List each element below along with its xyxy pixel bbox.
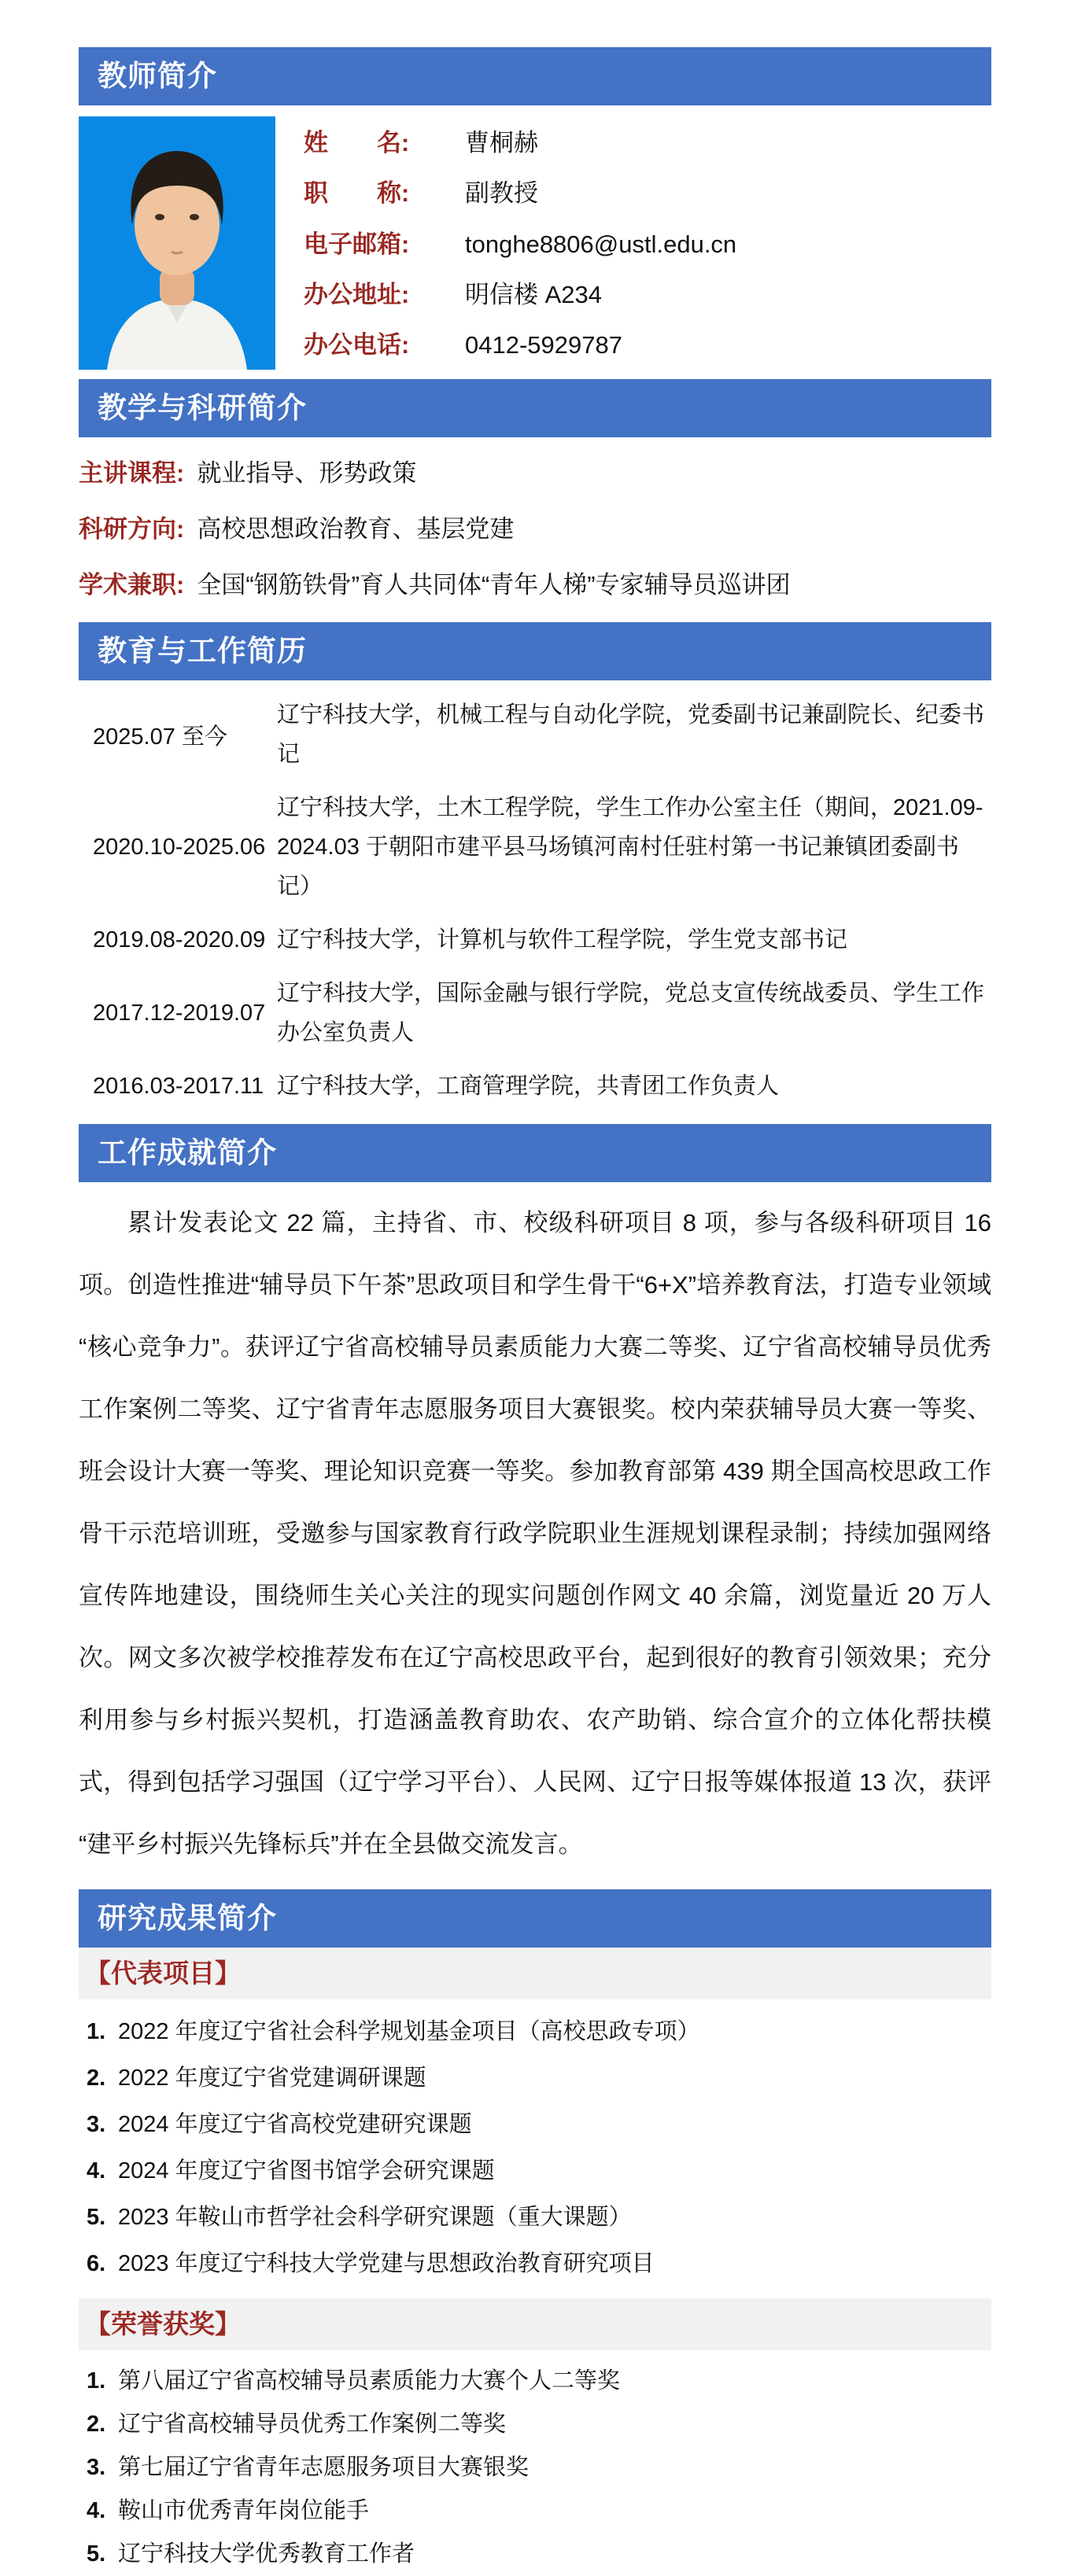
project-item bbox=[79, 2195, 991, 2241]
honors-heading: 【荣誉获奖】 bbox=[79, 2298, 991, 2350]
info-label-academic-posts: 学术兼职: bbox=[79, 571, 185, 599]
history-description: 辽宁科技大学，国际金融与银行学院，党总支宣传统战委员、学生工作办公室负责人 bbox=[277, 981, 985, 1045]
field-row-email bbox=[304, 224, 991, 260]
history-description: 辽宁科技大学，工商管理学院，共青团工作负责人 bbox=[277, 1074, 780, 1099]
section-title-teacher-intro: 教师简介 bbox=[98, 60, 217, 92]
history-row bbox=[79, 913, 991, 967]
info-line-courses bbox=[79, 445, 991, 501]
project-number: 3. bbox=[87, 2112, 106, 2137]
project-text: 2023 年鞍山市哲学社会科学研究课题（重大课题） bbox=[118, 2205, 632, 2230]
teacher-photo bbox=[79, 116, 275, 370]
history-description: 辽宁科技大学，土木工程学院，学生工作办公室主任（期间，2021.09-2024.03 于朝阳市建平县马场镇河南村任驻村第一书记兼镇团委副书记） bbox=[277, 795, 983, 899]
history-row bbox=[79, 967, 991, 1060]
field-value-office-address: 明信楼 A234 bbox=[465, 280, 603, 308]
field-value-office-phone: 0412-5929787 bbox=[465, 331, 622, 359]
teacher-photo-image bbox=[79, 116, 275, 370]
honor-text: 辽宁科技大学优秀教育工作者 bbox=[118, 2541, 415, 2567]
info-value-courses: 就业指导、形势政策 bbox=[197, 459, 417, 487]
field-value-email: tonghe8806@ustl.edu.cn bbox=[465, 230, 737, 258]
honor-number: 2. bbox=[87, 2412, 106, 2437]
field-value-title: 副教授 bbox=[465, 179, 538, 208]
history-row bbox=[79, 688, 991, 781]
project-text: 2024 年度辽宁省高校党建研究课题 bbox=[118, 2112, 472, 2137]
section-bar-history bbox=[79, 622, 991, 680]
history-period: 2019.08-2020.09 bbox=[93, 927, 266, 953]
honor-number: 3. bbox=[87, 2455, 106, 2480]
honor-item bbox=[79, 2446, 991, 2489]
section-bar-research-results bbox=[79, 1889, 991, 1948]
project-text: 2022 年度辽宁省党建调研课题 bbox=[118, 2066, 426, 2091]
project-number: 1. bbox=[87, 2019, 106, 2044]
project-item bbox=[79, 2148, 991, 2195]
honor-item bbox=[79, 2489, 991, 2533]
field-row-office-address bbox=[304, 275, 991, 310]
section-bar-teaching-research bbox=[79, 379, 991, 437]
honor-text: 第八届辽宁省高校辅导员素质能力大赛个人二等奖 bbox=[118, 2368, 621, 2394]
project-text: 2023 年度辽宁科技大学党建与思想政治教育研究项目 bbox=[118, 2251, 655, 2276]
history-row bbox=[79, 1060, 991, 1113]
honor-number: 5. bbox=[87, 2541, 106, 2567]
honor-item bbox=[79, 2533, 991, 2576]
field-label-office-phone: 办公电话: bbox=[304, 331, 410, 359]
honor-text: 鞍山市优秀青年岗位能手 bbox=[118, 2498, 370, 2523]
honor-item bbox=[79, 2360, 991, 2403]
section-bar-achievement bbox=[79, 1124, 991, 1182]
project-item bbox=[79, 2009, 991, 2055]
project-number: 5. bbox=[87, 2205, 106, 2230]
projects-list bbox=[79, 2009, 991, 2287]
section-bar-teacher-intro bbox=[79, 47, 991, 105]
section-title-achievement: 工作成就简介 bbox=[98, 1137, 277, 1169]
honor-item bbox=[79, 2403, 991, 2446]
profile-block bbox=[79, 116, 991, 370]
info-line-research-direction bbox=[79, 501, 991, 557]
info-value-academic-posts: 全国“钢筋铁骨”育人共同体“青年人梯”专家辅导员巡讲团 bbox=[197, 571, 791, 599]
field-label-office-address: 办公地址: bbox=[304, 280, 410, 308]
project-text: 2022 年度辽宁省社会科学规划基金项目（高校思政专项） bbox=[118, 2019, 700, 2044]
info-value-research-direction: 高校思想政治教育、基层党建 bbox=[197, 515, 515, 543]
field-row-office-phone bbox=[304, 325, 991, 360]
projects-heading: 【代表项目】 bbox=[79, 1948, 991, 1999]
field-label-email: 电子邮箱: bbox=[304, 230, 410, 258]
history-period: 2017.12-2019.07 bbox=[93, 1000, 266, 1026]
history-description: 辽宁科技大学，计算机与软件工程学院，学生党支部书记 bbox=[277, 927, 848, 953]
project-number: 6. bbox=[87, 2251, 106, 2276]
field-value-name: 曹桐赫 bbox=[465, 129, 538, 157]
history-row bbox=[79, 781, 991, 913]
history-period: 2020.10-2025.06 bbox=[93, 834, 266, 860]
project-item bbox=[79, 2055, 991, 2102]
honor-number: 4. bbox=[87, 2498, 106, 2523]
section-title-history: 教育与工作简历 bbox=[98, 635, 307, 667]
history-description: 辽宁科技大学，机械工程与自动化学院，党委副书记兼副院长、纪委书记 bbox=[277, 702, 985, 767]
honor-number: 1. bbox=[87, 2368, 106, 2394]
project-number: 4. bbox=[87, 2158, 106, 2184]
project-item bbox=[79, 2102, 991, 2148]
info-line-academic-posts bbox=[79, 557, 991, 613]
field-label-name: 姓 名: bbox=[304, 129, 410, 157]
history-period: 2025.07 至今 bbox=[93, 724, 227, 750]
section-title-research-results: 研究成果简介 bbox=[98, 1902, 277, 1934]
history-period: 2016.03-2017.11 bbox=[93, 1073, 264, 1099]
project-item bbox=[79, 2241, 991, 2287]
field-row-title bbox=[304, 173, 991, 208]
info-label-research-direction: 科研方向: bbox=[79, 515, 185, 543]
info-label-courses: 主讲课程: bbox=[79, 459, 185, 487]
honors-list bbox=[79, 2360, 991, 2576]
teaching-info-lines bbox=[79, 445, 991, 613]
project-text: 2024 年度辽宁省图书馆学会研究课题 bbox=[118, 2158, 495, 2184]
field-row-name bbox=[304, 123, 991, 158]
field-label-title: 职 称: bbox=[304, 179, 410, 208]
profile-fields bbox=[304, 116, 991, 370]
history-table bbox=[79, 688, 991, 1113]
achievement-paragraph: 累计发表论文 22 篇，主持省、市、校级科研项目 8 项，参与各级科研项目 16 项。创造性推进“辅导员下午茶”思政项目和学生骨干“6+X”培养教育法，打造专业领域“核心竞争力”。获评辽宁省高校辅导员素质能力大赛二等奖、辽宁省高校辅导员优秀工作案例二等奖、辽宁省青年志愿服务项目大赛银奖。校内荣获辅导员大赛一等奖、班会设计大赛一等奖、理论知识竞赛一等奖。参加教育部第 439 期全国高校思政工作骨干示范培训班，受邀参与国家教育行政学院职业生涯规划课程录制；持续加强网络宣传阵地建设，围绕师生关心关注的现实问题创作网文 40 余篇，浏览量近 20 万人次。网文多次被学校推荐发布在辽宁高校思政平台，起到很好的教育引领效果；充分利用参与乡村振兴契机，打造涵盖教育助农、农产助销、综合宣介的立体化帮扶模式，得到包括学习强国（辽宁学习平台）、人民网、辽宁日报等媒体报道 13 次，获评“建平乡村振兴先锋标兵”并在全县做交流发言。 bbox=[79, 1209, 991, 1858]
honor-text: 第七届辽宁省青年志愿服务项目大赛银奖 bbox=[118, 2455, 529, 2480]
project-number: 2. bbox=[87, 2066, 106, 2091]
honor-text: 辽宁省高校辅导员优秀工作案例二等奖 bbox=[118, 2412, 507, 2437]
section-title-teaching-research: 教学与科研简介 bbox=[98, 392, 307, 424]
